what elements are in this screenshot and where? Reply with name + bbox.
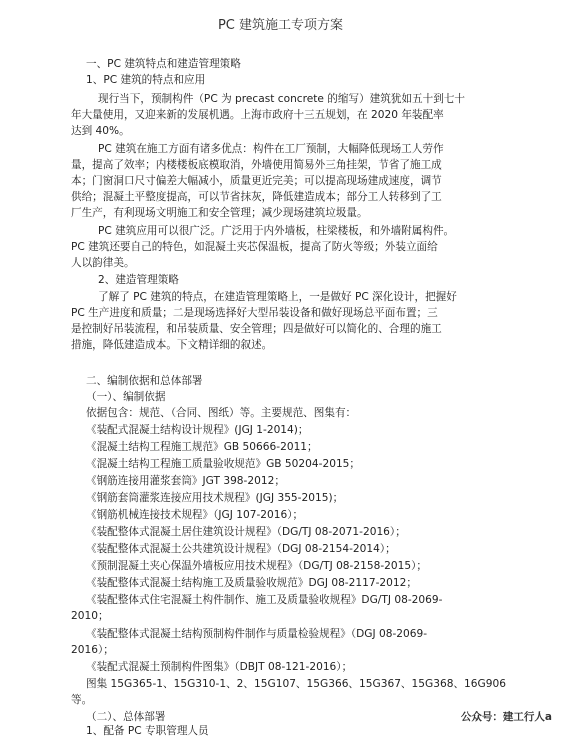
paragraph-line: PC 建筑应用可以很广泛。广泛用于内外墙板，柱梁楼板，和外墙附属构件。: [98, 225, 455, 237]
paragraph-line: 供给；混凝土平整度提高，可以节省抹灰，降低建造成本；部分工人转移到了工: [71, 191, 442, 203]
paragraph-line: 现行当下，预制构件（PC 为 precast concrete 的缩写）建筑犹如五十到七十: [98, 93, 466, 105]
heading-section-2: 二、编制依据和总体部署: [86, 375, 203, 387]
list-item: 《混凝土结构工程施工质量验收规范》GB 50204-2015；: [86, 458, 361, 470]
paragraph-line: 了解了 PC 建筑的特点，在建造管理策略上，一是做好 PC 深化设计，把握好: [98, 291, 457, 303]
paragraph-line: 措施，降低建造成本。下文精详细的叙述。: [71, 339, 273, 351]
list-item: 《混凝土结构工程施工规范》GB 50666-2011；: [86, 441, 318, 453]
heading-subsection: （二）、总体部署: [86, 711, 166, 723]
list-item: 《装配整体式混凝土公共建筑设计规程》（DGJ 08-2154-2014）；: [86, 543, 396, 555]
list-item: 《装配式混凝土结构设计规程》(JGJ 1-2014)；: [86, 424, 309, 436]
paragraph-line: PC 建筑在施工方面有诸多优点：构件在工厂预制，大幅降低现场工人劳作: [98, 143, 444, 155]
document-title: PC 建筑施工专项方案: [217, 18, 344, 33]
paragraph-line: 依据包含：规范、（合同、图纸）等。主要规范、图集有：: [86, 407, 357, 419]
paragraph-line: PC 生产进度和质量；二是现场选择好大型吊装设备和做好现场总平面布置；三: [71, 307, 438, 319]
list-item-continued: 2016）；: [71, 644, 114, 656]
paragraph-line: 本；门窗洞口尺寸偏差大幅减小，质量更近完美；可以提高现场建成速度，调节: [71, 175, 442, 187]
paragraph-line: PC 建筑还要自己的特色，如混凝土夹芯保温板，提高了防火等级；外装立面给: [71, 241, 438, 253]
list-item: 《钢筋机械连接技术规程》（JGJ 107-2016）；: [86, 509, 304, 521]
paragraph-line: 图集 15G365-1、15G310-1、2、15G107、15G366、15G367、15G368、16G906: [86, 678, 506, 690]
heading-section-1: 一、PC 建筑特点和建造管理策略: [86, 58, 241, 70]
list-item: 《预制混凝土夹心保温外墙板应用技术规程》（DG/TJ 08-2158-2015）；: [86, 560, 427, 572]
list-item: 《钢筋连接用灌浆套筒》JGT 398-2012；: [86, 475, 285, 487]
list-item: 1、配备 PC 专职管理人员: [86, 725, 209, 737]
paragraph-line: 厂生产，有利现场文明施工和安全管理；减少现场建筑垃圾量。: [71, 207, 368, 219]
list-item: 《钢筋套筒灌浆连接应用技术规程》(JGJ 355-2015)；: [86, 492, 344, 504]
list-item: 《装配整体式混凝土结构施工及质量验收规范》DGJ 08-2117-2012；: [86, 577, 417, 589]
list-item: 《装配式混凝土预制构件图集》（DBJT 08-121-2016）；: [86, 661, 353, 673]
heading-subsection: 1、PC 建筑的特点和应用: [86, 74, 206, 86]
paragraph-line: 是控制好吊装流程，和吊装质量、安全管理；四是做好可以简化的、合理的施工: [71, 323, 442, 335]
heading-subsection: （一）、编制依据: [86, 391, 166, 403]
list-item: 《装配整体式混凝土结构预制构件制作与质量检验规程》（DGJ 08-2069-: [86, 628, 428, 640]
watermark: 公众号：建工行人a: [459, 708, 554, 725]
paragraph-line: 等。: [71, 694, 93, 706]
list-item: 《装配整体式住宅混凝土构件制作、施工及质量验收规程》DG/TJ 08-2069-: [86, 594, 443, 606]
paragraph-line: 量，提高了效率；内楼楼板底模取消，外墙使用简易外三角挂架，节省了施工成: [71, 159, 442, 171]
paragraph-line: 人以韵律美。: [71, 257, 135, 269]
paragraph-line: 年大量使用，又迎来新的发展机遇。上海市政府十三五规划，在 2020 年装配率: [71, 109, 444, 121]
heading-subsection: 2、建造管理策略: [98, 274, 179, 286]
list-item: 《装配整体式混凝土居住建筑设计规程》（DG/TJ 08-2071-2016）；: [86, 526, 406, 538]
paragraph-line: 达到 40%。: [71, 125, 130, 137]
list-item-continued: 2010；: [71, 610, 109, 622]
